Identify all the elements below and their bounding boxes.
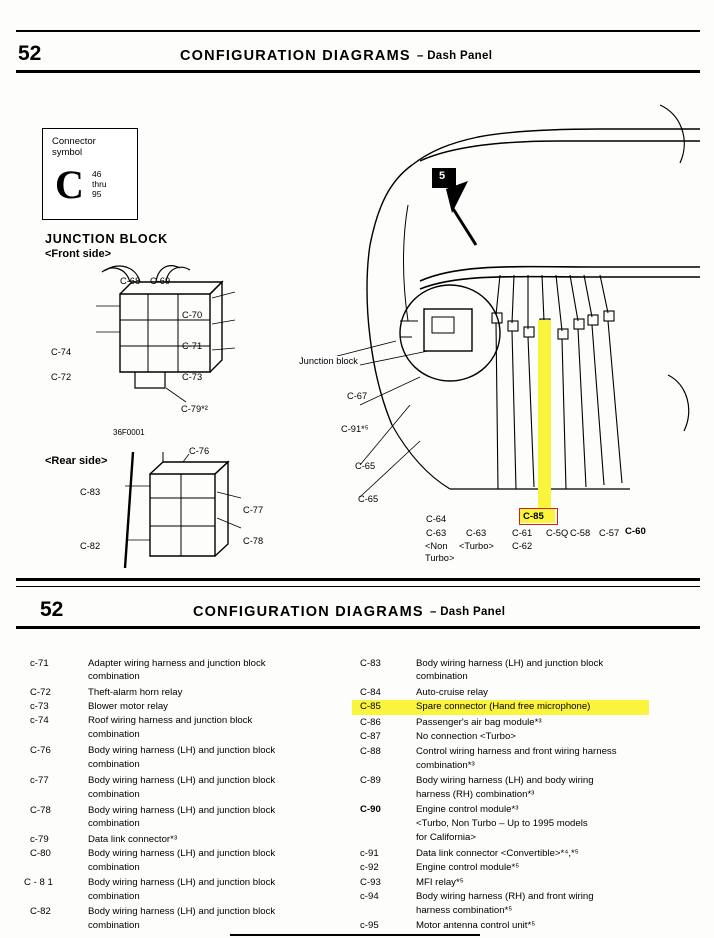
- header-rule-bottom: [16, 70, 700, 73]
- table-row-desc: Body wiring harness (LH) and junction block: [88, 906, 276, 917]
- table-row: C-89: [360, 775, 381, 786]
- table-row: c-91: [360, 848, 379, 859]
- table-row-cont: combination: [416, 671, 468, 682]
- front-label-c72: C-72: [51, 372, 72, 382]
- page-title-top: CONFIGURATION DIAGRAMS: [180, 48, 411, 64]
- table-row: C-87: [360, 731, 381, 742]
- front-label-c70: C-70: [182, 310, 203, 320]
- connector-symbol-caption-1: Connector: [52, 136, 96, 147]
- table-row-desc: Theft-alarm horn relay: [88, 687, 183, 698]
- dash-panel-diagram: [300, 85, 700, 565]
- table-row-desc: Motor antenna control unit*⁵: [416, 920, 536, 931]
- diagram-label-c63-b: C-63: [466, 528, 487, 538]
- page-bottom-rule: [230, 934, 480, 936]
- connector-symbol-range-from: 46: [92, 169, 102, 179]
- table-row-desc: Body wiring harness (LH) and body wiring: [416, 775, 594, 786]
- table-row-desc: Spare connector (Hand free microphone): [416, 701, 591, 712]
- table-row-desc: MFI relay*⁵: [416, 877, 464, 888]
- table-row-desc: Body wiring harness (LH) and junction block: [88, 775, 276, 786]
- front-label-c79: C-79*²: [181, 404, 208, 414]
- table-row: C-82: [30, 906, 51, 917]
- front-label-c73: C-73: [182, 372, 203, 382]
- table-row-desc: Body wiring harness (RH) and front wiring: [416, 891, 594, 902]
- diagram-label-c57: C-57: [599, 528, 620, 538]
- table-row-desc: Body wiring harness (LH) and junction block: [416, 658, 604, 669]
- rear-label-c82: C-82: [80, 541, 101, 551]
- rear-label-c76: C-76: [189, 446, 210, 456]
- page-subtitle-top: – Dash Panel: [417, 50, 493, 62]
- page-number-top: 52: [18, 42, 42, 65]
- connector-symbol-letter: C: [55, 162, 84, 207]
- section-divider-thin: [16, 586, 700, 587]
- table-row-desc: Body wiring harness (LH) and junction block: [88, 877, 276, 888]
- table-row: c-92: [360, 862, 379, 873]
- table-row: c-94: [360, 891, 379, 902]
- page-number-bottom: 52: [40, 598, 64, 621]
- table-row-desc: Data link connector*³: [88, 834, 178, 845]
- connector-symbol-caption-2: symbol: [52, 147, 83, 158]
- front-label-c68: C-68: [120, 276, 141, 286]
- diagram-note-turbo-2: <Turbo>: [459, 541, 494, 551]
- table-row: C-76: [30, 745, 51, 756]
- table-row-cont: combination*³: [416, 760, 475, 771]
- table-row: C-78: [30, 805, 51, 816]
- table-row-desc: Blower motor relay: [88, 701, 168, 712]
- table-row-desc: Engine control module*³: [416, 804, 519, 815]
- diagram-label-c65-a: C-65: [355, 461, 376, 471]
- table-row-cont: combination: [88, 818, 140, 829]
- drawing-code: 36F0001: [113, 428, 145, 437]
- table-row: c-73: [30, 701, 49, 712]
- table-row: C-85: [360, 701, 381, 712]
- table-row: C-83: [360, 658, 381, 669]
- table-row-cont: harness (RH) combination*³: [416, 789, 535, 800]
- table-row-desc: Engine control module*⁵: [416, 862, 520, 873]
- diagram-label-c60: C-60: [625, 526, 646, 537]
- table-row-cont: combination: [88, 729, 140, 740]
- highlight-vertical: [538, 320, 551, 520]
- table-row: C-88: [360, 746, 381, 757]
- table-row: C-80: [30, 848, 51, 859]
- table-row-cont: combination: [88, 891, 140, 902]
- page-title-bottom: CONFIGURATION DIAGRAMS: [193, 604, 424, 620]
- rear-label-c83: C-83: [80, 487, 101, 497]
- table-row-desc: Passenger's air bag module*³: [416, 717, 542, 728]
- table-row-cont: combination: [88, 759, 140, 770]
- diagram-label-c64: C-64: [426, 514, 447, 524]
- junction-block-front-side: <Front side>: [45, 248, 112, 260]
- table-row: c-79: [30, 834, 49, 845]
- table-row: C-72: [30, 687, 51, 698]
- diagram-junction-block-label: Junction block: [299, 356, 358, 366]
- table-row-desc: Adapter wiring harness and junction block: [88, 658, 266, 669]
- callout-number: 5: [439, 170, 446, 182]
- table-row: C-86: [360, 717, 381, 728]
- section-divider: [16, 578, 700, 581]
- diagram-label-c61: C-61: [512, 528, 533, 538]
- table-row: c-77: [30, 775, 49, 786]
- table-row-desc: Body wiring harness (LH) and junction block: [88, 848, 276, 859]
- table-row: C - 8 1: [24, 877, 53, 888]
- table-row: c-95: [360, 920, 379, 931]
- table-row: C-93: [360, 877, 381, 888]
- table-row: C-90: [360, 804, 381, 815]
- diagram-label-c63-a: C-63: [426, 528, 447, 538]
- table-row-desc: No connection <Turbo>: [416, 731, 516, 742]
- connector-symbol-range-to: 95: [92, 189, 102, 199]
- table-row-desc: Roof wiring harness and junction block: [88, 715, 253, 726]
- table-row-desc: Control wiring harness and front wiring harness: [416, 746, 617, 757]
- page-subtitle-bottom: – Dash Panel: [430, 606, 506, 618]
- table-row-cont2: for California>: [416, 832, 476, 843]
- diagram-label-c62: C-62: [512, 541, 533, 551]
- front-label-c69: C-69: [150, 276, 171, 286]
- table-row: c-74: [30, 715, 49, 726]
- table-row-desc: Data link connector <Convertible>*⁴,*⁵: [416, 848, 579, 859]
- junction-block-rear-side: <Rear side>: [45, 455, 108, 467]
- table-row: C-84: [360, 687, 381, 698]
- table-row-cont: harness combination*⁵: [416, 905, 513, 916]
- table-row: c-71: [30, 658, 49, 669]
- table-row-cont: combination: [88, 862, 140, 873]
- table-row-desc: Auto-cruise relay: [416, 687, 488, 698]
- table-row-desc: Body wiring harness (LH) and junction block: [88, 805, 276, 816]
- diagram-label-c67: C-67: [347, 391, 368, 401]
- diagram-label-c65-b: C-65: [358, 494, 379, 504]
- junction-block-front-drawing: [60, 262, 250, 432]
- rear-label-c77: C-77: [243, 505, 264, 515]
- table-row-cont: combination: [88, 671, 140, 682]
- bottom-header-rule: [16, 626, 700, 629]
- diagram-label-c58: C-58: [570, 528, 591, 538]
- diagram-note-turbo: Turbo>: [425, 553, 455, 563]
- front-label-c71: C-71: [182, 341, 203, 351]
- header-rule-top: [16, 30, 700, 32]
- diagram-label-c91: C-91*⁵: [341, 424, 369, 434]
- connector-symbol-range-thru: thru: [92, 179, 107, 189]
- diagram-note-non: <Non: [425, 541, 448, 551]
- junction-block-title: JUNCTION BLOCK: [45, 232, 169, 246]
- table-row-cont: <Turbo, Non Turbo – Up to 1995 models: [416, 818, 588, 829]
- front-label-c74: C-74: [51, 347, 72, 357]
- rear-label-c78: C-78: [243, 536, 264, 546]
- table-row-desc: Body wiring harness (LH) and junction block: [88, 745, 276, 756]
- diagram-label-c5q: C-5Q: [546, 528, 569, 538]
- table-row-cont: combination: [88, 920, 140, 931]
- diagram-label-c85: C-85: [523, 511, 544, 522]
- table-row-cont: combination: [88, 789, 140, 800]
